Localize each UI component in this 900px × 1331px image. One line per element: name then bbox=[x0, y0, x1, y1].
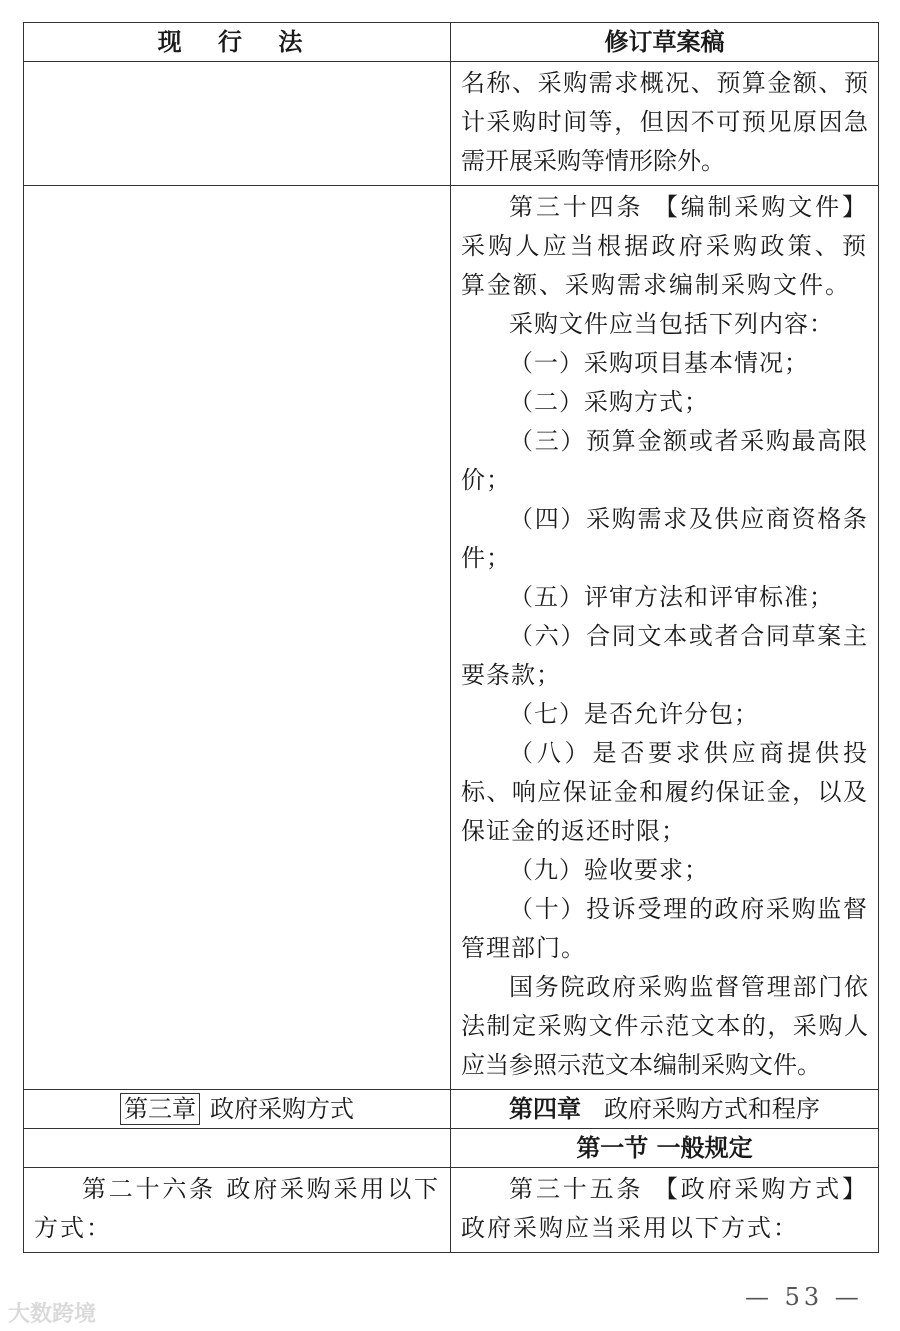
continued-paragraph: 名称、采购需求概况、预算金额、预计采购时间等，但因不可预见原因急需开展采购等情形除外。 bbox=[461, 69, 868, 175]
article-34: 第三十四条 【编制采购文件】采购人应当根据政府采购政策、预算金额、采购需求编制采购文件。 bbox=[461, 193, 868, 299]
list-item: （十）投诉受理的政府采购监督管理部门。 bbox=[461, 895, 868, 962]
cell-current-law bbox=[24, 1168, 451, 1253]
cell-revised-draft bbox=[451, 1168, 879, 1253]
article-26: 第二十六条 政府采购采用以下方式： bbox=[34, 1175, 440, 1242]
table-row bbox=[24, 1090, 879, 1129]
list-item: （五）评审方法和评审标准； bbox=[509, 583, 834, 611]
table-row bbox=[24, 62, 879, 186]
article-35: 第三十五条 【政府采购方式】政府采购应当采用以下方式： bbox=[461, 1175, 868, 1242]
chapter-number: 第三章 bbox=[120, 1093, 200, 1125]
list-item: （四）采购需求及供应商资格条件； bbox=[461, 505, 868, 572]
page-number: — 53 — bbox=[745, 1283, 863, 1311]
cell-current-law bbox=[24, 62, 451, 186]
chapter-title: 政府采购方式和程序 bbox=[603, 1095, 820, 1123]
watermark-logo: 大数跨境 bbox=[8, 1302, 97, 1327]
list-item: （九）验收要求； bbox=[509, 856, 709, 884]
table-header-row bbox=[24, 23, 879, 62]
cell-revised-draft bbox=[451, 62, 879, 186]
list-item: （一）采购项目基本情况； bbox=[509, 349, 809, 377]
cell-current-law bbox=[24, 186, 451, 1090]
list-item: （三）预算金额或者采购最高限价； bbox=[461, 427, 868, 494]
cell-current-law-chapter bbox=[24, 1090, 451, 1129]
chapter-title: 政府采购方式 bbox=[210, 1095, 354, 1123]
table-row bbox=[24, 186, 879, 1090]
table-row bbox=[24, 1168, 879, 1253]
table-row bbox=[24, 1129, 879, 1168]
list-item: （二）采购方式； bbox=[509, 388, 709, 416]
list-item: （六）合同文本或者合同草案主要条款； bbox=[461, 622, 868, 689]
article-34-intro: 采购文件应当包括下列内容： bbox=[509, 310, 834, 338]
chapter-number: 第四章 bbox=[509, 1094, 582, 1123]
cell-revised-draft bbox=[451, 186, 879, 1090]
list-item: （七）是否允许分包； bbox=[509, 700, 759, 728]
comparison-table bbox=[23, 22, 879, 1253]
cell-current-law bbox=[24, 1129, 451, 1168]
section-heading: 第一节 一般规定 bbox=[451, 1129, 879, 1168]
header-current-law: 现 行 法 bbox=[24, 23, 451, 62]
cell-revised-draft-chapter bbox=[451, 1090, 879, 1129]
list-item: （八）是否要求供应商提供投标、响应保证金和履约保证金，以及保证金的返还时限； bbox=[461, 739, 868, 845]
article-34-closing: 国务院政府采购监督管理部门依法制定采购文件示范文本的，采购人应当参照示范文本编制采购文件。 bbox=[461, 973, 868, 1079]
header-revised-draft: 修订草案稿 bbox=[451, 23, 879, 62]
